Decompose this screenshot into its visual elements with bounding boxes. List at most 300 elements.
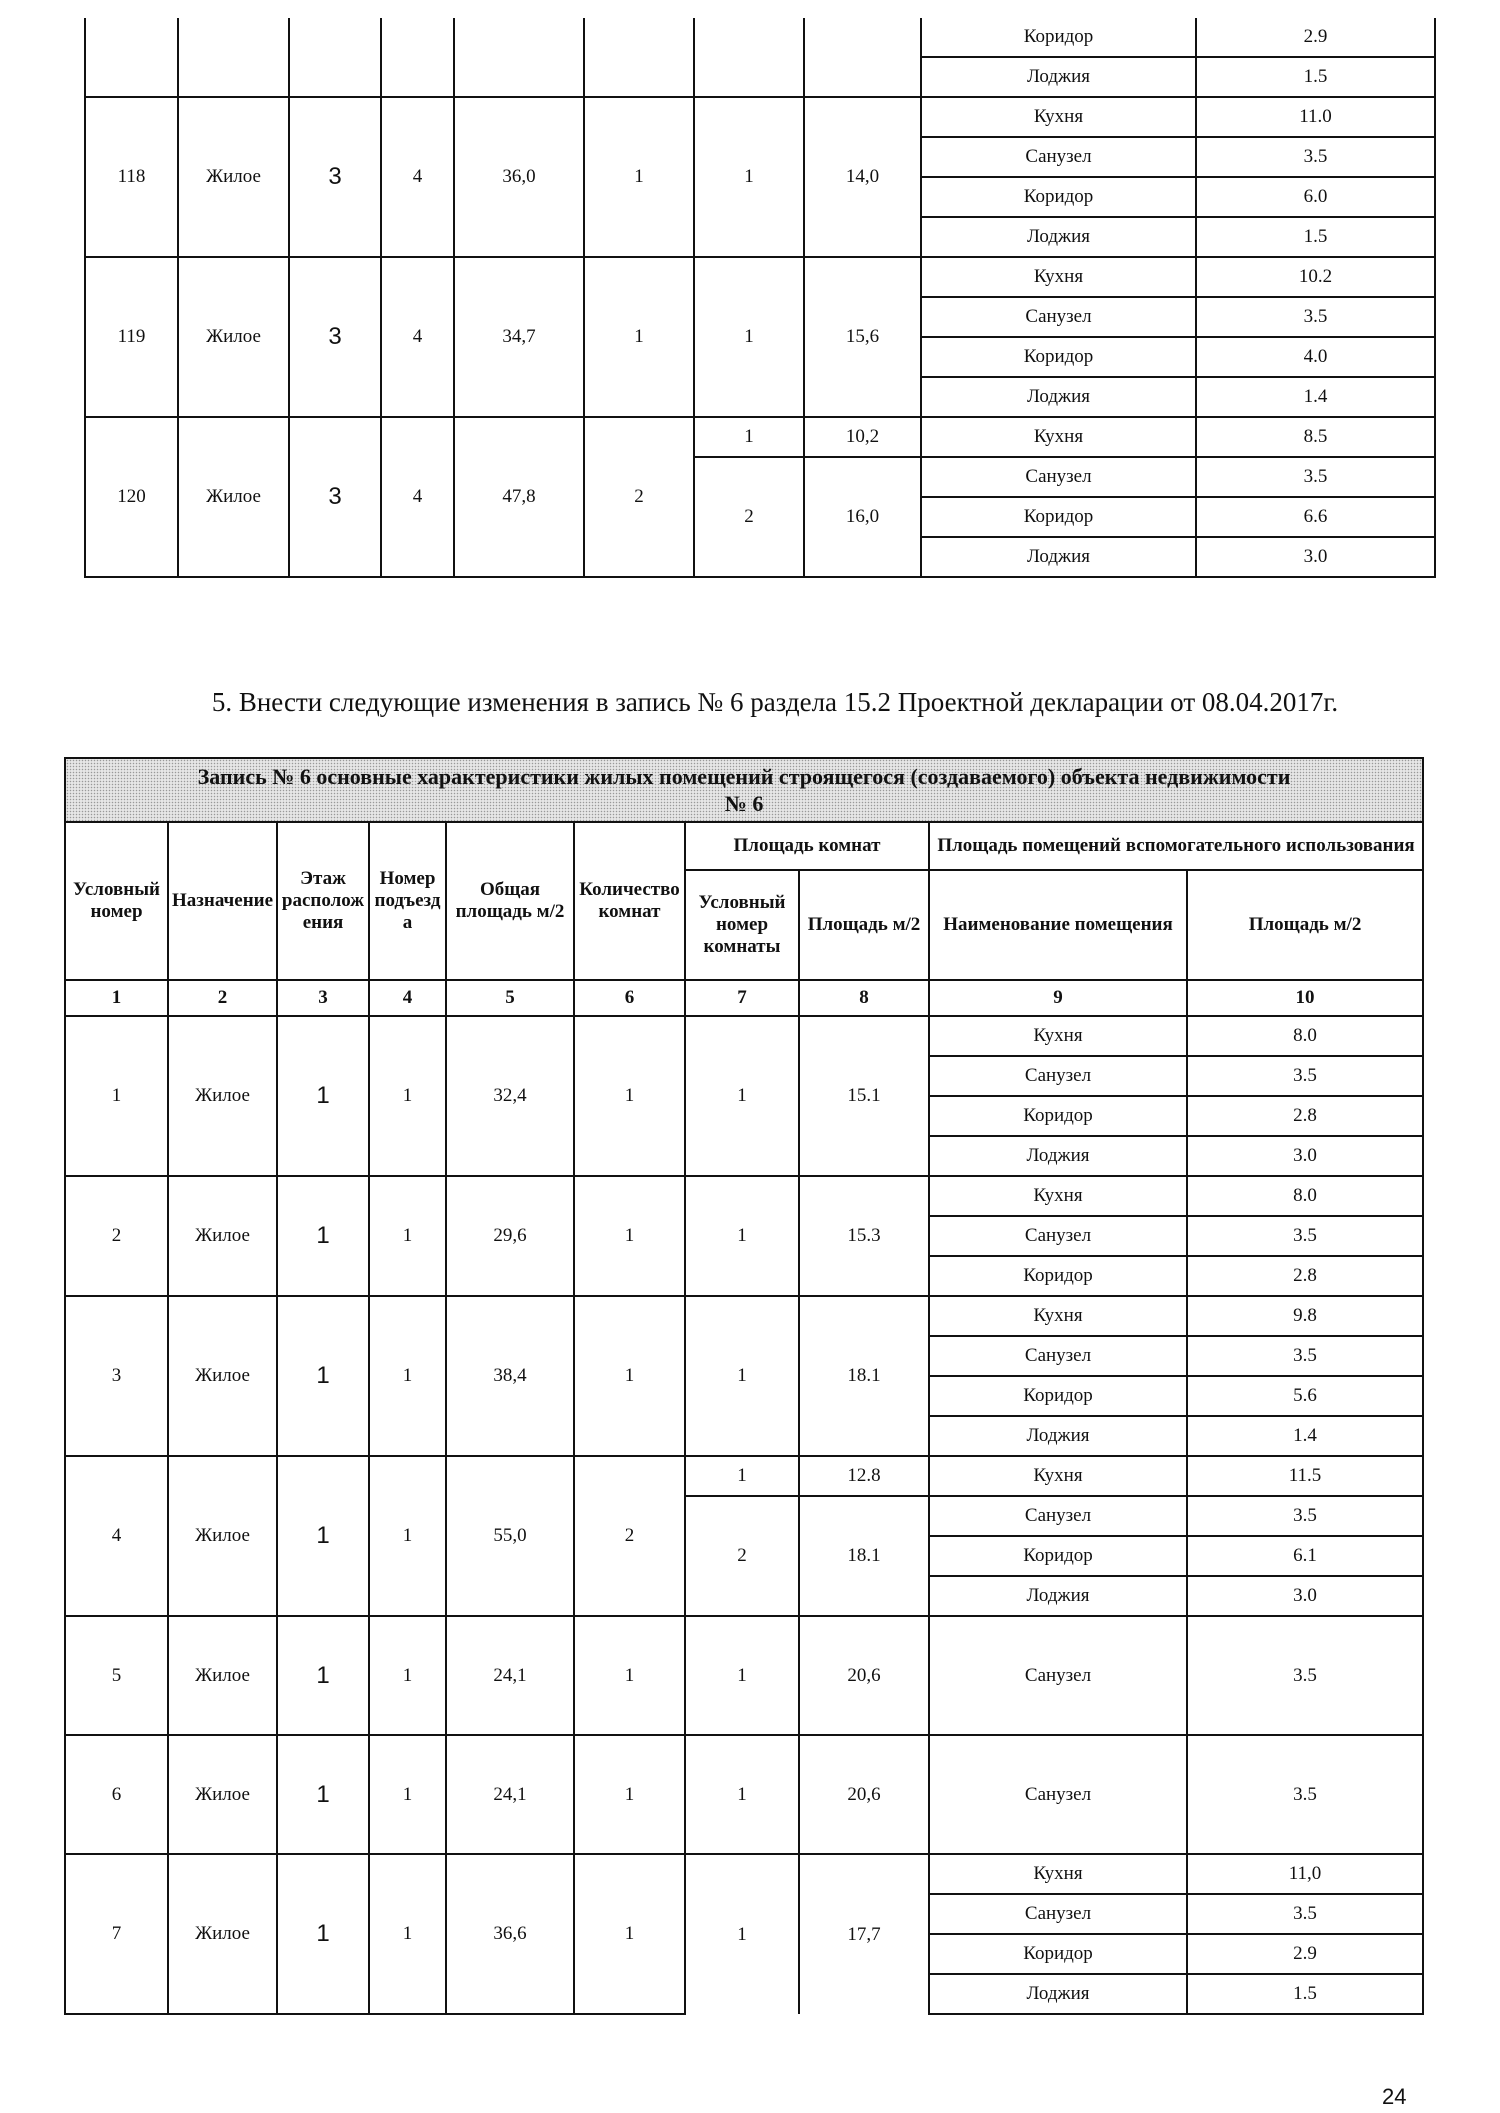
apartment-number xyxy=(65,1296,168,1456)
cell-text: Лоджия xyxy=(1026,1585,1090,1606)
header-entrance: Номер подъезда xyxy=(369,822,446,980)
aux-room-area xyxy=(1187,1256,1423,1296)
cell-text: 1.5 xyxy=(1303,66,1328,87)
cell-text: 5 xyxy=(111,1664,122,1686)
cell-text: 3.0 xyxy=(1293,1145,1317,1166)
apartment-rooms-count xyxy=(574,1456,685,1616)
aux-room-name xyxy=(929,1854,1187,1894)
cell-text: Санузел xyxy=(1025,146,1092,167)
apartment-total-area xyxy=(446,1616,574,1735)
table-title xyxy=(65,758,1423,822)
cell-text: 3.5 xyxy=(1293,1505,1317,1526)
apartment-purpose xyxy=(168,1176,277,1296)
cell-text: 1.4 xyxy=(1303,386,1328,407)
cell-text: Коридор xyxy=(1023,1545,1093,1566)
aux-room-name xyxy=(929,1336,1187,1376)
continuation-row xyxy=(85,18,1435,57)
header-conditional-number: Условный номер xyxy=(65,822,168,980)
apartment-total-area xyxy=(446,1016,574,1176)
record-6-table xyxy=(64,757,1424,2015)
cell-text: Жилое xyxy=(195,1525,250,1546)
room-area xyxy=(799,1016,929,1176)
cell-text: 24,1 xyxy=(493,1783,527,1805)
cell-text: 3.5 xyxy=(1303,306,1328,327)
cell-text: Санузел xyxy=(1024,1225,1092,1246)
apartment-total-area xyxy=(454,417,584,577)
cell-text: 1 xyxy=(634,166,644,187)
aux-room-area xyxy=(1187,1376,1423,1416)
cell-text: 8.0 xyxy=(1293,1025,1317,1046)
aux-room-name xyxy=(929,1974,1187,2014)
cell-text: 2 xyxy=(634,486,644,507)
cell-text: 2 xyxy=(737,1545,747,1566)
apartment-floor xyxy=(277,1456,369,1616)
cell-text: 2.8 xyxy=(1293,1105,1317,1126)
apartment-floor xyxy=(277,1176,369,1296)
apartment-rooms-count xyxy=(574,1296,685,1456)
apartment-floor xyxy=(289,417,381,577)
apartment-entrance xyxy=(381,97,454,257)
apartment-total-area xyxy=(446,1854,574,2014)
aux-room-area xyxy=(1187,1416,1423,1456)
cell-text: Лоджия xyxy=(1026,1145,1090,1166)
apartment-entrance xyxy=(369,1854,446,2014)
aux-room-name xyxy=(921,337,1196,377)
cell-text: 6.0 xyxy=(1303,186,1328,207)
cell-text: 1 xyxy=(737,1365,747,1386)
room-number xyxy=(685,1176,799,1296)
apartment-purpose xyxy=(178,257,289,417)
page-number: 24 xyxy=(1382,2084,1407,2109)
cell-text: 3 xyxy=(328,163,342,190)
apartment-entrance xyxy=(369,1176,446,1296)
apartment-total-area xyxy=(454,257,584,417)
aux-room-area xyxy=(1187,1016,1423,1056)
cell-text: 1 xyxy=(737,1085,747,1106)
apartment-row xyxy=(65,1296,1423,1336)
cell-text: 1 xyxy=(744,426,754,447)
cell-text: Жилое xyxy=(195,1365,250,1386)
cell-text: Кухня xyxy=(1033,1305,1083,1326)
column-number: 9 xyxy=(929,980,1187,1016)
apartment-row xyxy=(65,1456,1423,1496)
aux-room-area xyxy=(1196,417,1435,457)
header-group-aux-area: Площадь помещений вспомогательного использования xyxy=(929,822,1423,870)
apartment-floor xyxy=(277,1735,369,1854)
continuation-empty-cell xyxy=(381,18,454,97)
cell-text: 2 xyxy=(624,1525,635,1546)
cell-text: 5.6 xyxy=(1293,1385,1317,1406)
upper-apartments-table xyxy=(84,18,1436,578)
cell-text: Кухня xyxy=(1033,426,1084,447)
apartment-number xyxy=(65,1456,168,1616)
aux-room-name xyxy=(921,297,1196,337)
continuation-empty-cell xyxy=(454,18,584,97)
cell-text: 3.5 xyxy=(1293,1065,1317,1086)
cell-text: 1 xyxy=(737,1923,747,1945)
apartment-purpose xyxy=(168,1456,277,1616)
cell-text: 3 xyxy=(111,1365,122,1386)
cell-text: 11.5 xyxy=(1288,1465,1322,1486)
header-aux-room-area: Площадь м/2 xyxy=(1187,870,1423,980)
cell-text: 3.5 xyxy=(1293,1225,1317,1246)
cell-text: 15,6 xyxy=(845,326,880,347)
apartment-row xyxy=(85,417,1435,457)
aux-room-name xyxy=(929,1576,1187,1616)
cell-text: Кухня xyxy=(1033,266,1084,287)
aux-room-name xyxy=(921,377,1196,417)
aux-room-name xyxy=(929,1376,1187,1416)
aux-room-area xyxy=(1196,57,1435,97)
aux-room-area xyxy=(1187,1496,1423,1536)
apartment-floor xyxy=(277,1296,369,1456)
cell-text: 3.5 xyxy=(1303,146,1328,167)
cell-text: Санузел xyxy=(1024,1345,1092,1366)
apartment-number xyxy=(85,97,178,257)
cell-text: 1.5 xyxy=(1303,226,1328,247)
cell-text: 1 xyxy=(402,1085,413,1106)
cell-text: 1 xyxy=(111,1085,122,1106)
column-number: 3 xyxy=(277,980,369,1016)
cell-text: 1 xyxy=(316,1082,330,1109)
apartment-floor xyxy=(277,1616,369,1735)
header-group-rooms-area: Площадь комнат xyxy=(685,822,929,870)
table-title-line2: № 6 xyxy=(724,791,764,816)
room-area xyxy=(804,257,921,417)
cell-text: Жилое xyxy=(195,1225,250,1246)
aux-room-area xyxy=(1196,497,1435,537)
apartment-number xyxy=(65,1854,168,2014)
aux-room-area xyxy=(1187,1854,1423,1894)
aux-room-area xyxy=(1187,1216,1423,1256)
cell-text: 10,2 xyxy=(845,426,880,447)
cell-text: Кухня xyxy=(1033,1185,1083,1206)
apartment-purpose xyxy=(168,1296,277,1456)
continuation-empty-cell xyxy=(289,18,381,97)
apartment-rooms-count xyxy=(574,1016,685,1176)
cell-text: Лоджия xyxy=(1026,1425,1090,1446)
cell-text: 12.8 xyxy=(847,1465,881,1486)
cell-text: 3 xyxy=(328,323,342,350)
room-area xyxy=(804,97,921,257)
cell-text: Жилое xyxy=(206,326,261,347)
aux-room-name xyxy=(921,457,1196,497)
cell-text: Коридор xyxy=(1023,346,1094,367)
cell-text: 1 xyxy=(737,1664,747,1686)
aux-room-name xyxy=(921,18,1196,57)
cell-text: 1 xyxy=(402,1225,413,1246)
cell-text: Лоджия xyxy=(1026,66,1091,87)
cell-text: 15.3 xyxy=(847,1225,881,1246)
cell-text: 1.5 xyxy=(1293,1983,1317,2004)
cell-text: 29,6 xyxy=(493,1225,527,1246)
apartment-rooms-count xyxy=(574,1616,685,1735)
aux-room-area xyxy=(1196,257,1435,297)
continuation-empty-cell xyxy=(85,18,178,97)
continuation-empty-cell xyxy=(694,18,804,97)
cell-text: 4 xyxy=(412,166,423,187)
room-area xyxy=(799,1496,929,1616)
cell-text: Санузел xyxy=(1024,1783,1092,1805)
apartment-row xyxy=(85,97,1435,137)
cell-text: Кухня xyxy=(1033,1863,1083,1884)
cell-text: 1 xyxy=(316,1522,330,1549)
cell-text: 55,0 xyxy=(493,1525,527,1546)
apartment-total-area xyxy=(446,1296,574,1456)
column-number: 4 xyxy=(369,980,446,1016)
cell-text: 3.5 xyxy=(1303,466,1328,487)
aux-room-area xyxy=(1196,377,1435,417)
aux-room-name xyxy=(921,137,1196,177)
apartment-total-area xyxy=(446,1735,574,1854)
cell-text: 3.5 xyxy=(1293,1664,1317,1686)
cell-text: 120 xyxy=(117,486,146,507)
cell-text: 1 xyxy=(624,1664,635,1686)
aux-room-name xyxy=(921,257,1196,297)
apartment-row xyxy=(85,257,1435,297)
apartment-rooms-count xyxy=(574,1176,685,1296)
aux-room-area xyxy=(1187,1176,1423,1216)
aux-room-area xyxy=(1187,1296,1423,1336)
cell-text: 11,0 xyxy=(1288,1863,1322,1884)
cell-text: Жилое xyxy=(195,1085,250,1106)
aux-room-name xyxy=(929,1136,1187,1176)
apartment-number xyxy=(85,417,178,577)
apartment-floor xyxy=(289,97,381,257)
cell-text: 8.5 xyxy=(1303,426,1328,447)
aux-room-name xyxy=(929,1894,1187,1934)
cell-text: Коридор xyxy=(1023,1105,1093,1126)
cell-text: 9.8 xyxy=(1293,1305,1317,1326)
cell-text: 1 xyxy=(624,1783,635,1805)
cell-text: Жилое xyxy=(195,1783,250,1805)
room-number xyxy=(694,417,804,457)
aux-room-name xyxy=(921,97,1196,137)
cell-text: 2 xyxy=(744,506,754,527)
apartment-purpose xyxy=(168,1735,277,1854)
cell-text: 6.1 xyxy=(1293,1545,1317,1566)
aux-room-area xyxy=(1187,1735,1423,1854)
room-area xyxy=(799,1456,929,1496)
aux-room-area xyxy=(1196,137,1435,177)
cell-text: 2.9 xyxy=(1293,1943,1317,1964)
apartment-rooms-count xyxy=(574,1854,685,2014)
cell-text: Лоджия xyxy=(1026,1983,1090,2004)
aux-room-area xyxy=(1187,1974,1423,2014)
aux-room-area xyxy=(1196,177,1435,217)
aux-room-area xyxy=(1196,337,1435,377)
apartment-entrance xyxy=(369,1735,446,1854)
cell-text: Кухня xyxy=(1033,106,1084,127)
aux-room-name xyxy=(929,1296,1187,1336)
cell-text: Лоджия xyxy=(1026,546,1091,567)
apartment-number xyxy=(65,1616,168,1735)
cell-text: 16,0 xyxy=(845,506,880,527)
apartment-number xyxy=(65,1016,168,1176)
cell-text: 1 xyxy=(737,1225,747,1246)
aux-room-area xyxy=(1187,1576,1423,1616)
cell-text: Коридор xyxy=(1023,1943,1093,1964)
cell-text: Санузел xyxy=(1024,1664,1092,1686)
room-number xyxy=(685,1296,799,1456)
cell-text: Лоджия xyxy=(1026,386,1091,407)
cell-text: Коридор xyxy=(1023,26,1094,47)
cell-text: 119 xyxy=(117,326,146,347)
aux-room-name xyxy=(929,1416,1187,1456)
column-number: 5 xyxy=(446,980,574,1016)
cell-text: 1 xyxy=(634,326,644,347)
room-number xyxy=(685,1456,799,1496)
cell-text: 10.2 xyxy=(1298,266,1333,287)
cell-text: 2 xyxy=(111,1225,122,1246)
aux-room-name xyxy=(921,57,1196,97)
aux-room-name xyxy=(929,1056,1187,1096)
cell-text: Коридор xyxy=(1023,506,1094,527)
cell-text: 1 xyxy=(316,1780,330,1808)
cell-text: 4.0 xyxy=(1303,346,1328,367)
cell-text: 1 xyxy=(624,1923,635,1944)
apartment-purpose xyxy=(168,1016,277,1176)
cell-text: 7 xyxy=(111,1923,122,1944)
cell-text: 20,6 xyxy=(847,1783,881,1805)
table-title-line1: Запись № 6 основные характеристики жилых помещений строящегося (создаваемого) объекта недвижимости xyxy=(197,764,1291,789)
column-number: 2 xyxy=(168,980,277,1016)
cell-text: 3.0 xyxy=(1293,1585,1317,1606)
cell-text: 38,4 xyxy=(493,1365,527,1386)
aux-room-name xyxy=(921,497,1196,537)
room-area xyxy=(799,1296,929,1456)
cell-text: 3.0 xyxy=(1303,546,1328,567)
column-number: 8 xyxy=(799,980,929,1016)
column-number: 1 xyxy=(65,980,168,1016)
cell-text: 1.4 xyxy=(1293,1425,1317,1446)
apartment-rooms-count xyxy=(584,417,694,577)
cell-text: Лоджия xyxy=(1026,226,1091,247)
cell-text: 47,8 xyxy=(502,486,536,507)
cell-text: Коридор xyxy=(1023,1385,1093,1406)
aux-room-name xyxy=(929,1096,1187,1136)
header-total-area: Общая площадь м/2 xyxy=(446,822,574,980)
apartment-entrance xyxy=(369,1296,446,1456)
header-floor: Этаж расположения xyxy=(277,822,369,980)
cell-text: 24,1 xyxy=(493,1664,527,1686)
apartment-rooms-count xyxy=(574,1735,685,1854)
apartment-floor xyxy=(277,1854,369,2014)
cell-text: 4 xyxy=(412,486,423,507)
cell-text: 3.5 xyxy=(1293,1345,1317,1366)
header-room-area: Площадь м/2 xyxy=(799,870,929,980)
room-number xyxy=(694,257,804,417)
cell-text: Кухня xyxy=(1033,1465,1083,1486)
cell-text: 14,0 xyxy=(845,166,880,187)
cell-text: Жилое xyxy=(195,1664,250,1686)
section-heading: 5. Внести следующие изменения в запись № 6 раздела 15.2 Проектной декларации от 08.04.2017г. xyxy=(211,687,1339,717)
cell-text: 1 xyxy=(316,1222,330,1249)
aux-room-area xyxy=(1187,1096,1423,1136)
aux-room-name xyxy=(929,1256,1187,1296)
aux-room-area xyxy=(1187,1934,1423,1974)
cell-text: 18.1 xyxy=(847,1365,881,1386)
apartment-number xyxy=(65,1735,168,1854)
apartment-rooms-count xyxy=(584,97,694,257)
cell-text: Санузел xyxy=(1025,306,1092,327)
aux-room-area xyxy=(1196,297,1435,337)
cell-text: Санузел xyxy=(1024,1065,1092,1086)
aux-room-name xyxy=(929,1735,1187,1854)
aux-room-area xyxy=(1196,217,1435,257)
room-area xyxy=(799,1735,929,1854)
apartment-purpose xyxy=(178,417,289,577)
aux-room-area xyxy=(1196,97,1435,137)
continuation-empty-cell xyxy=(584,18,694,97)
cell-text: 4 xyxy=(412,326,423,347)
apartment-number xyxy=(85,257,178,417)
apartment-number xyxy=(65,1176,168,1296)
apartment-total-area xyxy=(454,97,584,257)
cell-text: 17,7 xyxy=(847,1923,881,1945)
cell-text: 11.0 xyxy=(1299,106,1332,127)
cell-text: 20,6 xyxy=(847,1664,881,1686)
cell-text: 1 xyxy=(402,1525,413,1546)
cell-text: 1 xyxy=(744,166,754,187)
cell-text: 1 xyxy=(737,1465,747,1486)
aux-room-area xyxy=(1187,1536,1423,1576)
cell-text: Санузел xyxy=(1024,1505,1092,1526)
cell-text: 1 xyxy=(316,1661,330,1689)
cell-text: Жилое xyxy=(206,166,261,187)
apartment-entrance xyxy=(381,257,454,417)
cell-text: 118 xyxy=(117,166,146,187)
aux-room-area xyxy=(1187,1336,1423,1376)
aux-room-name xyxy=(929,1176,1187,1216)
cell-text: 18.1 xyxy=(847,1545,881,1566)
aux-room-area xyxy=(1187,1894,1423,1934)
room-area xyxy=(804,457,921,577)
apartment-purpose xyxy=(168,1616,277,1735)
column-number: 6 xyxy=(574,980,685,1016)
cell-text: 3 xyxy=(328,483,342,510)
cell-text: 4 xyxy=(111,1525,122,1546)
aux-room-area xyxy=(1187,1456,1423,1496)
apartment-row xyxy=(65,1176,1423,1216)
cell-text: 1 xyxy=(624,1365,635,1386)
column-number: 7 xyxy=(685,980,799,1016)
apartment-entrance xyxy=(381,417,454,577)
cell-text: 1 xyxy=(402,1365,413,1386)
cell-text: 3.5 xyxy=(1293,1903,1317,1924)
cell-text: 1 xyxy=(737,1783,747,1805)
aux-room-area xyxy=(1187,1056,1423,1096)
continuation-empty-cell xyxy=(804,18,921,97)
apartment-row xyxy=(65,1016,1423,1056)
room-area xyxy=(799,1854,929,2014)
cell-text: 1 xyxy=(402,1664,413,1686)
header-purpose: Назначение xyxy=(168,822,277,980)
cell-text: Жилое xyxy=(195,1923,250,1944)
aux-room-name xyxy=(929,1016,1187,1056)
apartment-row xyxy=(65,1735,1423,1854)
apartment-total-area xyxy=(446,1456,574,1616)
aux-room-name xyxy=(929,1456,1187,1496)
aux-room-name xyxy=(921,537,1196,577)
room-number xyxy=(685,1016,799,1176)
header-room-number: Условный номер комнаты xyxy=(685,870,799,980)
aux-room-name xyxy=(929,1616,1187,1735)
aux-room-name xyxy=(929,1934,1187,1974)
apartment-floor xyxy=(277,1016,369,1176)
aux-room-area xyxy=(1187,1616,1423,1735)
room-area xyxy=(804,417,921,457)
